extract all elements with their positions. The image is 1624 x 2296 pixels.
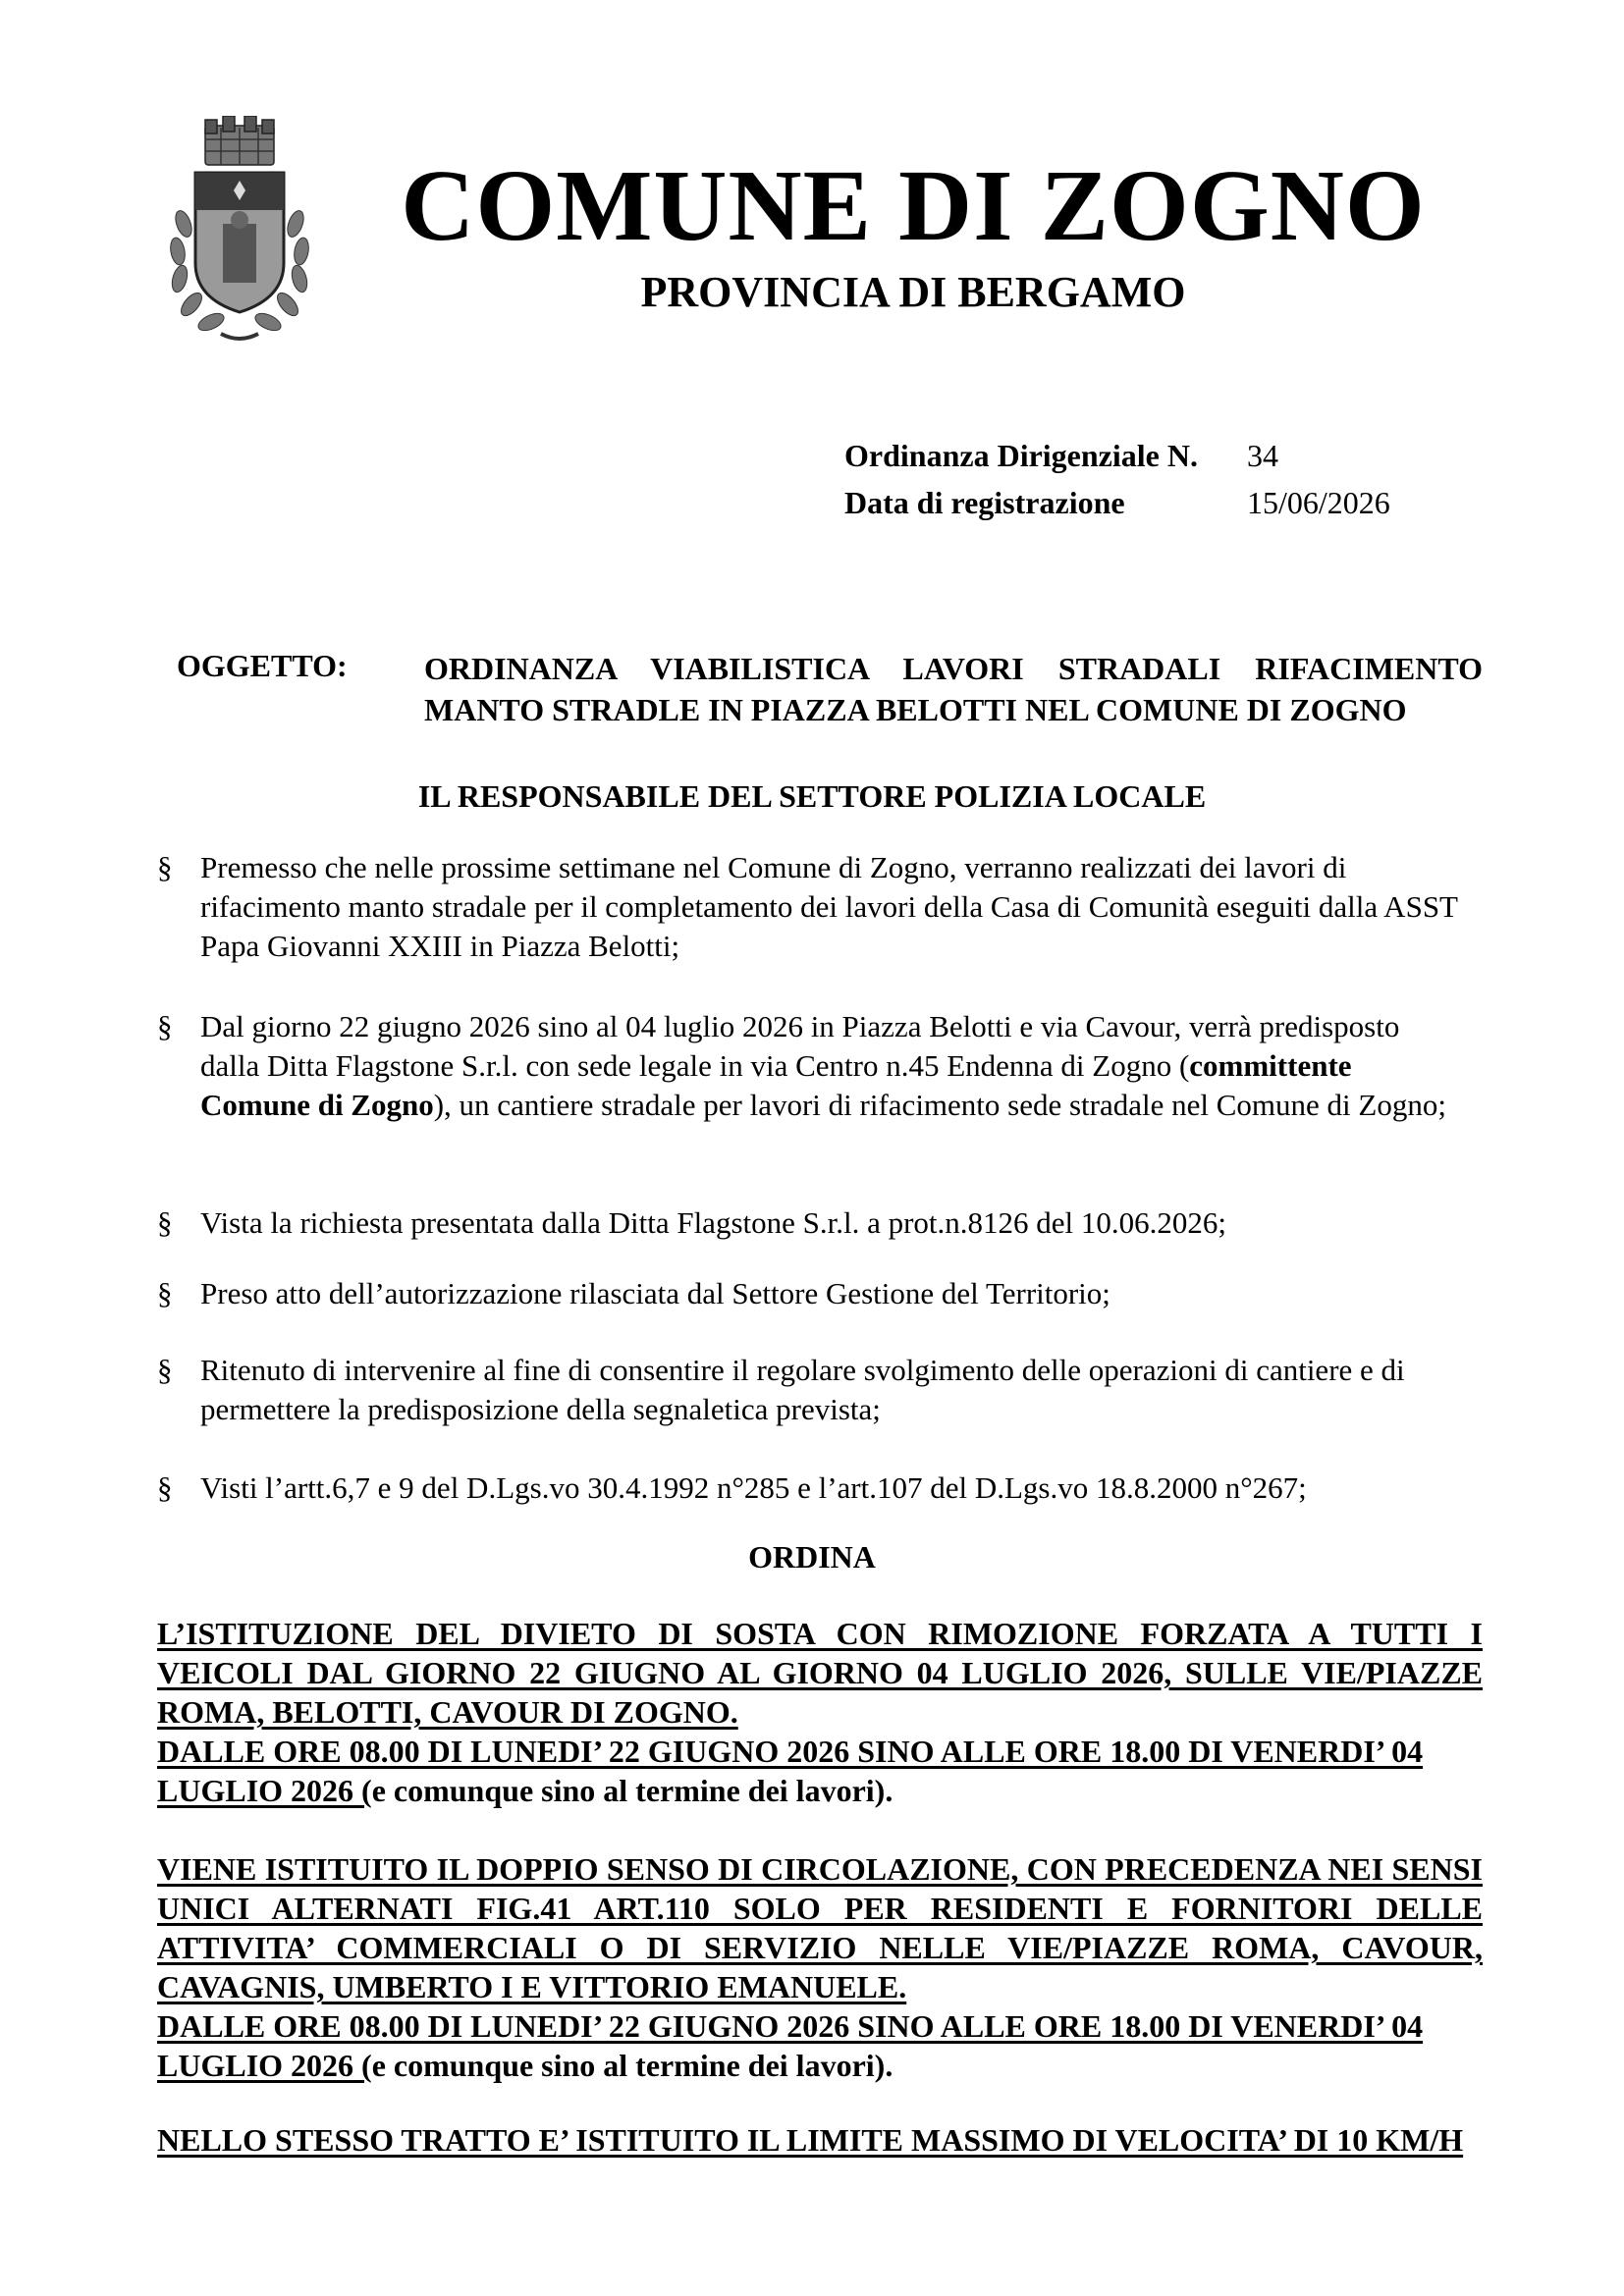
registration-block (844, 432, 1390, 526)
premise-item (157, 848, 1463, 966)
page-subtitle: PROVINCIA DI BERGAMO (640, 268, 1186, 316)
premise-text: Vista la richiesta presentata dalla Ditta Flagstone S.r.l. a prot.n.8126 del 10.06.2026; (200, 1205, 1227, 1240)
decision-time-text: DALLE ORE 08.00 DI LUNEDI’ 22 GIUGNO 2026 SINO ALLE ORE 18.00 DI VENERDI’ 04 LUGLIO 2026 ( (157, 1734, 1424, 1808)
registration-date-value: 15/06/2026 (1247, 485, 1390, 520)
decision-block (157, 1849, 1483, 2085)
premise-text: Preso atto dell’autorizzazione rilasciata dal Settore Gestione del Territorio; (200, 1276, 1110, 1310)
subject-line-2: MANTO STRADLE IN PIAZZA BELOTTI NEL COMUNE DI ZOGNO (424, 692, 1407, 727)
decision-block (157, 1614, 1483, 1810)
decision-time (157, 1732, 1483, 1810)
premise-item (157, 1468, 1463, 1508)
section-bullet: § (157, 1205, 173, 1240)
premise-item (157, 1351, 1463, 1429)
decision-note: e comunque sino al termine dei lavori). (371, 2048, 893, 2083)
registration-date-label: Data di registrazione (844, 485, 1125, 520)
premise-item (157, 1203, 1463, 1243)
decision-time-text: DALLE ORE 08.00 DI LUNEDI’ 22 GIUGNO 2026 SINO ALLE ORE 18.00 DI VENERDI’ 04 LUGLIO 2026 ( (157, 2008, 1424, 2083)
decision-text: VIENE ISTITUITO IL DOPPIO SENSO DI CIRCOLAZIONE, CON PRECEDENZA NEI SENSI UNICI ALTERNATI FIG.41 ART.110 SOLO PER RESIDENTI E FORNITORI DELLE ATTIVITA’ COMMERCIALI O DI SERVIZIO NELLE VIE/PIAZZE ROMA, CAVOUR, CAVAGNIS, UMBERTO I E VITTORIO EMANUELE. (157, 1851, 1483, 2004)
subject-label: OGGETTO: (177, 648, 348, 683)
ordina-heading: ORDINA (748, 1539, 876, 1575)
coat-of-arms-icon (162, 116, 317, 349)
section-bullet: § (157, 1353, 173, 1387)
page-title: COMUNE DI ZOGNO (401, 149, 1426, 262)
section-bullet: § (157, 850, 173, 884)
decision-block (157, 2120, 1483, 2160)
decision-note: e comunque sino al termine dei lavori). (371, 1773, 893, 1808)
premise-text: Visti l’artt.6,7 e 9 del D.Lgs.vo 30.4.1992 n°285 e l’art.107 del D.Lgs.vo 18.8.2000 n°267; (200, 1470, 1307, 1505)
ordinance-number-label: Ordinanza Dirigenziale N. (844, 438, 1198, 473)
section-bullet: § (157, 1276, 173, 1310)
premise-item (157, 1007, 1463, 1125)
ordinance-number-value: 34 (1247, 438, 1278, 473)
subject-line-1: ORDINANZA VIABILISTICA LAVORI STRADALI RIFACIMENTO (424, 651, 1483, 686)
premise-text-part: Dal giorno 22 giugno 2026 sino al 04 luglio 2026 in Piazza Belotti e via Cavour, verrà predisposto dalla Ditta Flagstone S.r.l. con sede legale in via Centro n.45 Endenna di Zogno ( (200, 1009, 1400, 1083)
subject-text (424, 648, 1483, 730)
premise-text-part: ), un cantiere stradale per lavori di rifacimento sede stradale nel Comune di Zogno; (433, 1088, 1446, 1122)
decision-time (157, 2006, 1483, 2085)
premise-text-bold: committente Comune di Zogno (200, 1048, 1352, 1122)
section-bullet: § (157, 1009, 173, 1043)
premise-text (200, 1007, 1463, 1125)
premise-text: Ritenuto di intervenire al fine di consentire il regolare svolgimento delle operazioni di cantiere e di permettere la predisposizione della segnaletica prevista; (200, 1353, 1405, 1426)
section-bullet: § (157, 1470, 173, 1505)
premise-text: Premesso che nelle prossime settimane nel Comune di Zogno, verranno realizzati dei lavori di rifacimento manto stradale per il completamento dei lavori della Casa di Comunità eseguiti dalla ASST Papa Giovanni XXIII in Piazza Belotti; (200, 850, 1458, 963)
decision-text: L’ISTITUZIONE DEL DIVIETO DI SOSTA CON RIMOZIONE FORZATA A TUTTI I VEICOLI DAL GIORNO 22 GIUGNO AL GIORNO 04 LUGLIO 2026, SULLE VIE/PIAZZE ROMA, BELOTTI, CAVOUR DI ZOGNO. (157, 1616, 1483, 1730)
authority-heading: IL RESPONSABILE DEL SETTORE POLIZIA LOCALE (417, 778, 1207, 814)
premise-item (157, 1274, 1463, 1313)
decision-text: NELLO STESSO TRATTO E’ ISTITUITO IL LIMITE MASSIMO DI VELOCITA’ DI 10 KM/H (157, 2122, 1464, 2158)
